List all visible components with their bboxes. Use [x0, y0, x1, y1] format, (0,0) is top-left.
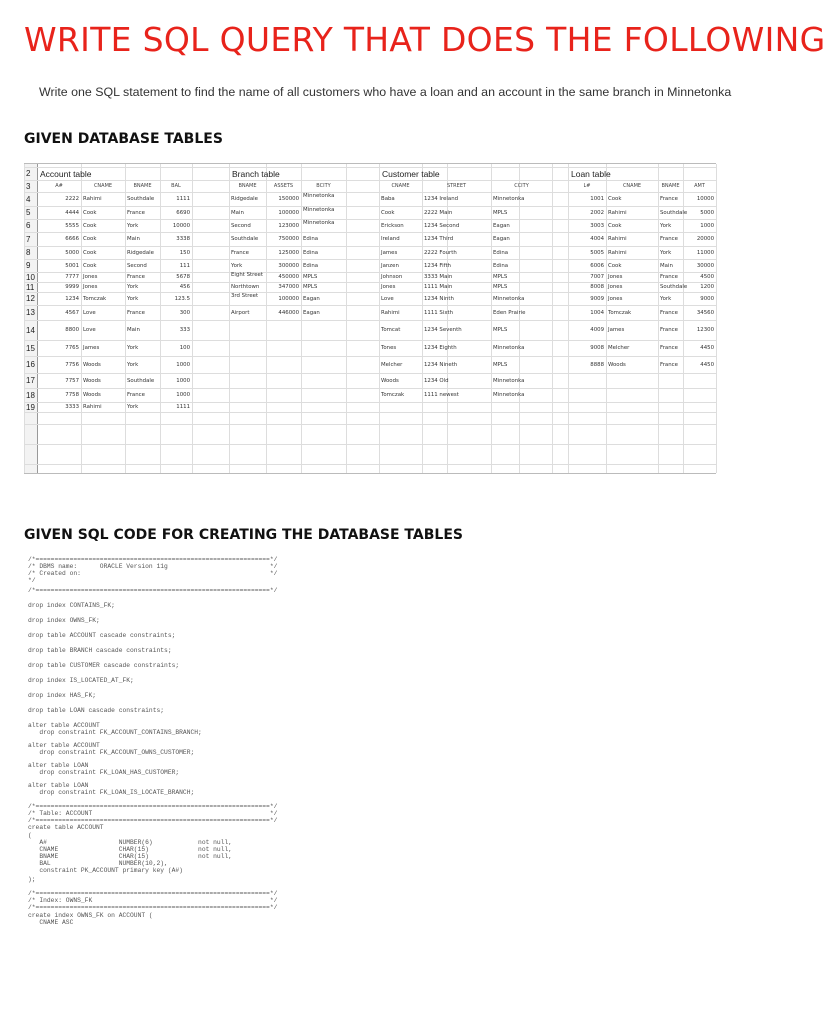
code-line: drop constraint FK_LOAN_IS_LOCATE_BRANCH; — [28, 789, 195, 796]
table-cell: 1200 — [700, 284, 714, 290]
spreadsheet-screenshot — [24, 163, 716, 474]
table-cell: 1234 Fifth — [424, 262, 451, 269]
table-cell: Jones — [608, 295, 623, 302]
code-line: constraint PK_ACCOUNT primary key (A#) — [28, 867, 183, 874]
row-number: 11 — [26, 282, 35, 292]
table-cell: Minnetonka — [493, 295, 525, 302]
table-cell: 1001 — [590, 196, 604, 202]
table-cell: France — [660, 236, 678, 242]
column-header: BCITY — [316, 183, 331, 189]
code-line: drop table LOAN cascade constraints; — [28, 707, 165, 714]
table-cell: Tomczak — [608, 309, 632, 316]
table-cell: 4450 — [700, 345, 714, 351]
table-cell: Tomcat — [381, 327, 401, 333]
table-cell: 300 — [179, 309, 190, 316]
table-cell: 100 — [179, 345, 190, 351]
table-cell: 1111 — [176, 404, 190, 410]
table-cell: Cook — [608, 196, 622, 202]
table-cell: 30000 — [696, 262, 714, 269]
table-cell: Rahimi — [608, 249, 627, 256]
table-cell: Minnetonka — [493, 196, 525, 202]
table-cell: 1234 — [65, 295, 79, 302]
column-header: CNAME — [391, 183, 410, 189]
table-cell: 2222 Main — [424, 209, 453, 216]
table-cell: Second — [231, 222, 251, 229]
code-line: /*==============================================================*/ — [28, 803, 278, 810]
table-cell: MPLS — [493, 284, 508, 290]
table-cell: Main — [231, 209, 244, 216]
table-cell: Minnetonka — [493, 377, 525, 384]
table-cell: 4004 — [590, 236, 604, 242]
table-cell: York — [127, 361, 139, 368]
table-cell: 1234 Third — [424, 236, 454, 242]
column-header: BAL — [171, 183, 181, 189]
table-cell: Southdale — [127, 196, 155, 202]
table-cell: Rahimi — [608, 236, 627, 242]
table-cell: France — [660, 274, 678, 280]
code-line: drop table BRANCH cascade constraints; — [28, 647, 172, 654]
table-cell: 34560 — [696, 309, 714, 316]
table-cell: James — [608, 327, 625, 333]
table-cell: 7757 — [65, 377, 79, 384]
account-table-title: Account table — [40, 169, 92, 179]
table-cell: 6666 — [65, 236, 79, 242]
code-line: CNAME CHAR(15) not null, — [28, 846, 233, 853]
table-cell: York — [231, 262, 243, 269]
table-cell: Eagan — [493, 236, 510, 242]
table-cell: 10000 — [172, 222, 190, 229]
column-header: CCITY — [514, 183, 529, 189]
code-line: /* Table: ACCOUNT */ — [28, 810, 278, 817]
code-line: A# NUMBER(6) not null, — [28, 839, 233, 846]
table-cell: Edina — [493, 262, 509, 269]
customer-table-title: Customer table — [382, 169, 440, 179]
table-cell: 100000 — [278, 209, 299, 216]
section-heading-code: GIVEN SQL CODE FOR CREATING THE DATABASE TABLES — [24, 527, 463, 543]
table-cell: 446000 — [278, 309, 299, 316]
table-cell: 1000 — [700, 222, 714, 229]
row-number: 3 — [26, 181, 31, 191]
table-cell: 10000 — [696, 196, 714, 202]
column-header: CNAME — [622, 183, 642, 189]
table-cell: 6006 — [590, 262, 604, 269]
code-line: create table ACCOUNT — [28, 824, 104, 831]
code-line: drop constraint FK_ACCOUNT_OWNS_CUSTOMER; — [28, 749, 195, 756]
table-cell: Minnetonka — [493, 345, 525, 351]
row-number: 18 — [26, 390, 35, 400]
table-cell: York — [127, 222, 139, 229]
table-cell: 9999 — [65, 284, 79, 290]
table-cell: Cook — [83, 209, 97, 216]
table-cell: 4500 — [700, 274, 714, 280]
table-cell: York — [127, 284, 139, 290]
table-cell: Southdale — [127, 377, 155, 384]
code-line: CNAME ASC — [28, 919, 74, 926]
table-cell: York — [127, 404, 139, 410]
table-cell: 2222 Fourth — [424, 249, 457, 256]
code-line: drop index HAS_FK; — [28, 692, 97, 699]
table-cell: 2002 — [590, 209, 604, 216]
table-cell: MPLS — [303, 274, 318, 280]
table-cell: France — [660, 309, 678, 316]
code-line: alter table ACCOUNT — [28, 722, 100, 729]
row-number: 19 — [26, 402, 35, 412]
table-cell: Minnetonka — [493, 392, 525, 398]
table-cell: 1234 Second — [424, 222, 460, 229]
table-cell: 1111 — [176, 196, 190, 202]
table-cell: Woods — [83, 361, 101, 368]
table-cell: 6690 — [176, 209, 190, 216]
table-cell: 7007 — [590, 274, 604, 280]
table-cell: Woods — [608, 361, 626, 368]
row-number: 4 — [26, 194, 31, 204]
table-cell: 300000 — [278, 262, 299, 269]
table-cell: 4009 — [590, 327, 604, 333]
table-cell: 750000 — [278, 236, 299, 242]
table-cell: 9009 — [590, 295, 604, 302]
table-cell: Baba — [381, 196, 395, 202]
column-header: A# — [55, 183, 63, 189]
table-cell: 150000 — [278, 196, 299, 202]
table-cell: Jones — [381, 284, 396, 290]
table-cell: Ireland — [381, 236, 400, 242]
table-cell: 5000 — [65, 249, 79, 256]
table-cell: Cook — [608, 262, 622, 269]
table-cell: 1234 Eighth — [424, 345, 457, 351]
table-cell: Johnson — [381, 274, 403, 280]
question-text: Write one SQL statement to find the name of all customers who have a loan and an account in the same branch in Minnetonka — [39, 85, 732, 99]
code-line: drop index CONTAINS_FK; — [28, 602, 115, 609]
table-cell: 12300 — [696, 327, 714, 333]
table-cell: 9000 — [700, 295, 714, 302]
table-cell: Love — [381, 295, 394, 302]
table-cell: MPLS — [493, 327, 508, 333]
table-cell: MPLS — [493, 209, 508, 216]
table-cell: Cook — [83, 222, 97, 229]
table-cell: Eagan — [303, 309, 320, 316]
table-cell: Erickson — [381, 222, 404, 229]
column-header: BNAME — [238, 183, 257, 189]
table-cell: 125000 — [278, 249, 299, 256]
table-cell: 347000 — [278, 284, 299, 290]
table-cell: Cook — [83, 236, 97, 242]
code-line: /* DBMS name: ORACLE Version 11g */ — [28, 563, 278, 570]
table-cell: 7765 — [65, 345, 79, 351]
table-cell: 123.5 — [174, 295, 190, 302]
code-line: /* Index: OWNS_FK */ — [28, 897, 278, 904]
table-cell: MPLS — [493, 361, 508, 368]
row-number: 14 — [26, 325, 35, 335]
table-cell: Ridgedale — [127, 249, 154, 256]
code-line: /*==============================================================*/ — [28, 890, 278, 897]
table-cell: Melcher — [608, 345, 630, 351]
table-cell: 1111 Sixth — [424, 309, 454, 316]
table-cell: Ridgedale — [231, 196, 258, 202]
code-line: /*==============================================================*/ — [28, 556, 278, 563]
table-cell: France — [231, 249, 249, 256]
table-cell: 3338 — [176, 236, 190, 242]
column-header: CNAME — [93, 183, 113, 189]
table-cell: Rahimi — [83, 196, 102, 202]
row-number: 9 — [26, 261, 31, 270]
table-cell: France — [127, 209, 145, 216]
table-cell: Tones — [381, 345, 397, 351]
table-cell: Northtown — [231, 284, 260, 290]
table-cell: Cook — [83, 249, 97, 256]
table-cell: France — [660, 361, 678, 368]
column-header: BNAME — [133, 183, 152, 189]
table-cell: Rahimi — [381, 309, 400, 316]
table-cell: Janzen — [381, 262, 399, 269]
table-cell: Eight Street — [231, 272, 263, 278]
table-cell: Southdale — [231, 236, 259, 242]
table-cell: 4450 — [700, 361, 714, 368]
table-cell: Melcher — [381, 361, 403, 368]
row-number: 7 — [26, 234, 31, 244]
table-cell: Second — [127, 262, 147, 269]
table-cell: 3333 — [65, 404, 79, 410]
code-line: drop table CUSTOMER cascade constraints; — [28, 662, 180, 669]
row-number: 15 — [26, 343, 35, 353]
table-cell: Minnetonka — [303, 206, 335, 213]
table-cell: 8008 — [590, 284, 604, 290]
code-line: BAL NUMBER(10,2), — [28, 860, 168, 867]
column-header: STREET — [446, 183, 467, 189]
loan-table-title: Loan table — [571, 169, 611, 179]
code-line: /*==============================================================*/ — [28, 904, 278, 911]
table-cell: 7777 — [65, 274, 79, 280]
code-line: drop table ACCOUNT cascade constraints; — [28, 632, 176, 639]
table-cell: 4567 — [65, 309, 79, 316]
row-number: 5 — [26, 208, 31, 217]
code-line: ); — [28, 876, 36, 883]
table-cell: Woods — [381, 377, 399, 384]
table-cell: Tomczak — [381, 392, 405, 398]
table-cell: 5678 — [176, 274, 190, 280]
table-cell: MPLS — [303, 284, 318, 290]
table-cell: York — [660, 222, 672, 229]
table-cell: James — [83, 345, 100, 351]
table-cell: Edina — [493, 249, 509, 256]
table-cell: 1234 Ireland — [424, 196, 459, 202]
table-cell: 8800 — [65, 327, 79, 333]
table-cell: 150 — [179, 249, 190, 256]
table-cell: 5001 — [65, 262, 79, 269]
table-cell: France — [660, 327, 678, 333]
row-number: 12 — [26, 294, 35, 303]
table-cell: 1234 Seventh — [424, 327, 462, 333]
table-cell: Airport — [231, 309, 250, 316]
code-line: drop constraint FK_ACCOUNT_CONTAINS_BRANCH; — [28, 729, 202, 736]
table-cell: 9008 — [590, 345, 604, 351]
row-number: 17 — [26, 376, 35, 385]
table-cell: James — [381, 249, 398, 256]
table-cell: Jones — [608, 284, 623, 290]
table-cell: Southdale — [660, 284, 688, 290]
code-line: drop index IS_LOCATED_AT_FK; — [28, 677, 134, 684]
table-cell: France — [660, 345, 678, 351]
table-cell: Jones — [608, 274, 623, 280]
table-cell: Eagan — [493, 222, 510, 229]
table-cell: Main — [660, 262, 673, 269]
code-line: */ — [28, 577, 36, 584]
row-number: 2 — [26, 169, 31, 178]
table-cell: 3003 — [590, 222, 604, 229]
code-line: alter table LOAN — [28, 782, 89, 789]
table-cell: 1004 — [590, 309, 604, 316]
table-cell: Edina — [303, 249, 319, 256]
code-line: create index OWNS_FK on ACCOUNT ( — [28, 912, 153, 919]
table-cell: 333 — [179, 327, 190, 333]
column-header: L# — [583, 183, 591, 189]
table-cell: 11000 — [696, 249, 714, 256]
table-cell: York — [127, 295, 139, 302]
table-cell: 1111 Main — [424, 284, 453, 290]
code-line: drop constraint FK_LOAN_HAS_CUSTOMER; — [28, 769, 180, 776]
table-cell: 1111 newest — [424, 392, 459, 398]
table-cell: France — [127, 309, 145, 316]
row-number: 8 — [26, 248, 31, 257]
table-cell: 5005 — [590, 249, 604, 256]
table-cell: 2222 — [65, 196, 79, 202]
table-cell: Cook — [608, 222, 622, 229]
row-number: 13 — [26, 308, 35, 317]
table-cell: 111 — [179, 262, 190, 269]
table-cell: 1000 — [176, 361, 190, 368]
table-cell: 3333 Main — [424, 274, 453, 280]
code-line: drop index OWNS_FK; — [28, 617, 100, 624]
table-cell: 7756 — [65, 361, 79, 368]
table-cell: Cook — [83, 262, 97, 269]
code-line: alter table ACCOUNT — [28, 742, 100, 749]
table-cell: Edina — [303, 262, 319, 269]
code-line: alter table LOAN — [28, 762, 89, 769]
column-header: AMT — [694, 183, 705, 189]
table-cell: Main — [127, 327, 140, 333]
row-number: 16 — [26, 360, 35, 369]
code-line: /*==============================================================*/ — [28, 587, 278, 594]
table-cell: 4444 — [65, 209, 79, 216]
table-cell: York — [660, 249, 672, 256]
table-cell: York — [127, 345, 139, 351]
table-cell: Southdale — [660, 209, 688, 216]
table-cell: Woods — [83, 392, 101, 398]
table-cell: Minnetonka — [303, 219, 335, 226]
table-cell: 123000 — [278, 222, 299, 229]
table-cell: 1234 Ninth — [424, 295, 454, 302]
table-cell: France — [127, 274, 145, 280]
code-line: ( — [28, 832, 32, 839]
table-cell: Main — [127, 236, 140, 242]
table-cell: Rahimi — [83, 404, 102, 410]
row-number: 6 — [26, 221, 31, 230]
table-cell: Cook — [381, 209, 395, 216]
table-cell: France — [660, 196, 678, 202]
table-cell: 5555 — [65, 222, 79, 229]
table-cell: Eden Prairie — [493, 309, 526, 316]
table-cell: 456 — [179, 284, 190, 290]
table-cell: MPLS — [493, 274, 508, 280]
table-cell: 3rd Street — [231, 292, 259, 299]
table-cell: 1000 — [176, 377, 190, 384]
column-header: BNAME — [661, 183, 680, 189]
table-cell: 1000 — [176, 392, 190, 398]
code-line: /*==============================================================*/ — [28, 817, 278, 824]
table-cell: Eagan — [303, 295, 320, 302]
table-cell: Woods — [83, 377, 101, 384]
column-header: ASSETS — [273, 183, 294, 189]
table-cell: 100000 — [278, 295, 299, 302]
table-cell: 5000 — [700, 209, 714, 216]
branch-table-title: Branch table — [232, 169, 280, 179]
row-number: 10 — [26, 272, 35, 282]
table-cell: 1234 Nineth — [424, 361, 458, 368]
table-cell: Tomczak — [83, 295, 107, 302]
section-heading-tables: GIVEN DATABASE TABLES — [24, 131, 223, 147]
table-cell: 20000 — [696, 236, 714, 242]
page-title: WRITE SQL QUERY THAT DOES THE FOLLOWING — [24, 20, 826, 59]
table-cell: Jones — [83, 284, 98, 290]
table-cell: Love — [83, 327, 96, 333]
table-cell: 7758 — [65, 392, 79, 398]
table-cell: York — [660, 295, 672, 302]
table-cell: 8888 — [590, 361, 604, 368]
table-cell: 1234 Old — [424, 377, 449, 384]
table-cell: Love — [83, 309, 96, 316]
table-cell: 450000 — [278, 274, 299, 280]
table-cell: Minnetonka — [303, 193, 335, 199]
code-line: /* Created on: */ — [28, 570, 278, 577]
table-cell: Edina — [303, 236, 319, 242]
table-cell: France — [127, 392, 145, 398]
code-line: BNAME CHAR(15) not null, — [28, 853, 233, 860]
table-cell: Rahimi — [608, 209, 627, 216]
table-cell: Jones — [83, 274, 98, 280]
